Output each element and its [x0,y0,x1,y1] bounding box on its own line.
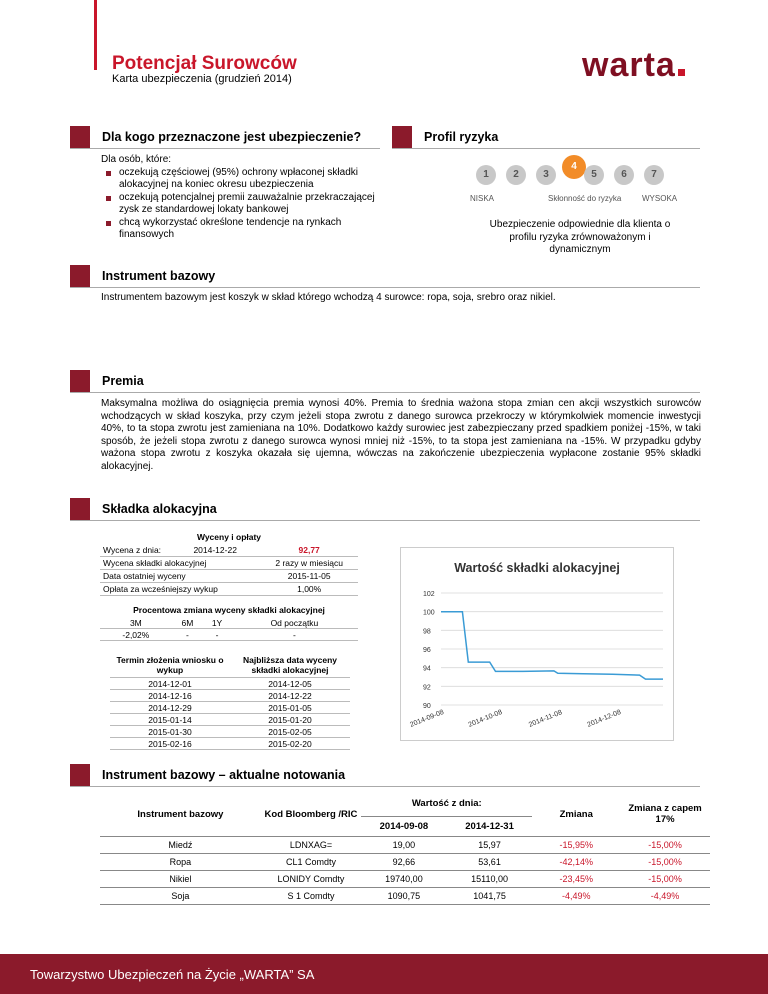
table-row [110,702,350,714]
section-header-profil [392,126,700,149]
cell-v1: 1090,75 [361,888,447,905]
risk-description: Ubezpieczenie odpowiednie dla klienta o profilu ryzyka zrównoważonym i dynamicznym [489,219,671,255]
risk-level: 3 [536,165,556,185]
terminy-cell: 2015-01-30 [110,726,230,738]
wyceny-value: 2015-11-05 [260,570,358,583]
chart-x-tick-label: 2014-09-08 [409,708,445,729]
terminy-cell: 2014-12-01 [110,678,230,690]
table-row [110,714,350,726]
logo-dot [678,69,685,76]
chart-grid [441,593,663,705]
cell-cap: -4,49% [620,888,710,905]
risk-level-active: 4 [562,155,586,179]
cell-code: CL1 Comdty [261,854,361,871]
cell-v1: 92,66 [361,854,447,871]
terminy-table [110,653,350,750]
cell-v1: 19740,00 [361,871,447,888]
chart-title: Wartość składki alokacyjnej [454,561,620,575]
wyceny-label: Data ostatniej wyceny [100,570,260,583]
page-subtitle: Karta ubezpieczenia (grudzień 2014) [112,73,292,85]
section-marker [70,764,90,786]
footer [0,954,768,994]
section-marker [70,370,90,392]
wyceny-value: 1,00% [260,583,358,596]
risk-level: 2 [506,165,526,185]
cell-cap: -15,00% [620,837,710,854]
risk-level: 6 [614,165,634,185]
wyceny-value-highlight: 92,77 [260,544,358,557]
cell-v2: 15,97 [447,837,533,854]
cell-code: S 1 Comdty [261,888,361,905]
cell-v2: 1041,75 [447,888,533,905]
section-title: Instrument bazowy – aktualne notowania [102,768,346,782]
zmiana-header: 1Y [203,617,231,629]
chart-y-tick-label: 90 [423,703,431,710]
terminy-cell: 2015-01-05 [230,702,350,714]
terminy-cell: 2015-02-20 [230,738,350,750]
chart-x-tick-label: 2014-12-08 [586,708,623,729]
cell-change: -4,49% [532,888,620,905]
list-item: chcą wykorzystać określone tendencje na rynkach finansowych [119,217,381,242]
chart-y-tick-label: 94 [423,665,431,673]
table-row [110,726,350,738]
cell-name: Miedź [100,837,261,854]
table-row [100,570,358,583]
cell-code: LDNXAG= [261,837,361,854]
zmiana-value: - [231,629,358,641]
terminy-header-a: Termin złożenia wniosku o wykup [110,653,230,678]
chart-y-tick-label: 102 [423,591,435,598]
cell-name: Nikiel [100,871,261,888]
section-header-dla-kogo [70,126,380,149]
chart-y-axis [423,591,435,710]
table-row [100,854,710,871]
dla-kogo-intro: Dla osób, które: [101,154,172,165]
list-item: oczekują częściowej (95%) ochrony wpłaconej składki alokacyjnej na koniec okresu ubezpieczenia [119,167,381,192]
risk-scale [470,162,700,207]
value-chart [401,548,673,740]
wyceny-value: 2 razy w miesiącu [260,557,358,570]
table-row [110,738,350,750]
wyceny-date: 2014-12-22 [190,544,260,557]
chart-series-line [441,612,663,679]
terminy-cell: 2014-12-16 [110,690,230,702]
col-instrument: Instrument bazowy [100,792,261,837]
col-value: Wartość z dnia: [361,792,532,816]
risk-level: 1 [476,165,496,185]
notowania-table [100,792,710,905]
section-marker [70,126,90,148]
col-code: Kod Bloomberg /RIC [261,792,361,837]
list-item: oczekują potencjalnej premii zauważalnie przekraczającej zysk ze standardowej lokaty bankowej [119,192,381,217]
section-marker [70,498,90,520]
section-header-premia [70,370,700,393]
chart-y-tick-label: 96 [423,647,431,654]
cell-cap: -15,00% [620,871,710,888]
chart-y-tick-label: 100 [423,609,435,617]
section-header-instrument [70,265,700,288]
cell-name: Ropa [100,854,261,871]
cell-change: -15,95% [532,837,620,854]
terminy-cell: 2015-01-20 [230,714,350,726]
table-row [100,837,710,854]
chart-x-tick-label: 2014-10-08 [467,708,504,729]
cell-v2: 15110,00 [447,871,533,888]
terminy-cell: 2015-02-16 [110,738,230,750]
terminy-cell: 2014-12-05 [230,678,350,690]
table-row [100,557,358,570]
table-row [110,653,350,678]
dla-kogo-list [101,167,381,242]
zmiana-value: - [172,629,203,641]
table-row [110,678,350,690]
section-title: Dla kogo przeznaczone jest ubezpieczenie? [102,130,362,144]
table-row [100,617,358,629]
premia-text: Maksymalna możliwa do osiągnięcia premia wynosi 40%. Premia to średnia ważona stopa zmian cen akcji wszystkich surowców wchodzących w skład koszyka, przy czym jeżeli stopa zwrotu z danego surowca przekroczy w którymkolwiek momencie inwestycji 40%, to ta stopa zwrotu jest zamieniana na 10%. Dodatkowo każdy surowiec jest zabezpieczany przed spadkiem poniżej -15%, w taki sposób, że jeżeli stopa zwrotu z danego surowca wynosi mniej niż -15%, to ta stopa jest zamieniana na -15%. W przypadku gdyby ważona stopa zwrotu z koszyka okazała się ujemna, wówczas na zakończenie ubezpieczenia wypłacone zostanie 95% składki alokacyjnej. [101,398,701,472]
risk-low-label: NISKA [470,194,495,203]
zmiana-header: 6M [172,617,203,629]
header-accent-bar [94,0,97,70]
table-row [100,888,710,905]
wyceny-table [100,544,358,596]
cell-code: LONIDY Comdty [261,871,361,888]
col-date1: 2014-09-08 [361,816,447,836]
table-row [100,583,358,596]
chart-y-tick-label: 98 [423,628,431,636]
warta-logo [582,46,685,85]
wyceny-title: Wyceny i opłaty [196,532,262,542]
terminy-cell: 2015-02-05 [230,726,350,738]
terminy-cell: 2014-12-29 [110,702,230,714]
col-change: Zmiana [532,792,620,837]
table-row [100,629,358,641]
zmiana-value: -2,02% [100,629,172,641]
chart-container [400,547,674,741]
section-title: Instrument bazowy [102,269,216,283]
zmiana-header: Od początku [231,617,358,629]
section-marker [392,126,412,148]
table-row [100,544,358,557]
section-marker [70,265,90,287]
section-header-skladka [70,498,700,521]
section-header-notowania [70,764,700,787]
dla-kogo-content [101,154,381,242]
section-title: Składka alokacyjna [102,502,217,516]
risk-high-label: WYSOKA [642,194,678,203]
zmiana-header: 3M [100,617,172,629]
col-cap: Zmiana z capem 17% [620,792,710,837]
cell-v2: 53,61 [447,854,533,871]
cell-change: -42,14% [532,854,620,871]
table-row [110,690,350,702]
table-row [100,871,710,888]
section-title: Premia [102,374,144,388]
zmiana-table [100,617,358,641]
cell-v1: 19,00 [361,837,447,854]
terminy-cell: 2014-12-22 [230,690,350,702]
cell-name: Soja [100,888,261,905]
chart-x-tick-label: 2014-11-08 [527,709,564,729]
chart-y-tick-label: 92 [423,684,431,692]
logo-text: warta [582,46,676,84]
section-title: Profil ryzyka [424,130,499,144]
wyceny-label: Wycena składki alokacyjnej [100,557,260,570]
cell-cap: -15,00% [620,854,710,871]
col-date2: 2014-12-31 [447,816,533,836]
table-row [100,792,710,816]
risk-level: 7 [644,165,664,185]
risk-mid-label: Skłonność do ryzyka [548,194,622,203]
page-title: Potencjał Surowców [112,53,297,74]
zmiana-value: - [203,629,231,641]
cell-change: -23,45% [532,871,620,888]
wyceny-label: Wycena z dnia: [100,544,190,557]
risk-level: 5 [584,165,604,185]
footer-text: Towarzystwo Ubezpieczeń na Życie „WARTA” SA [30,967,315,982]
chart-x-axis [409,709,622,729]
terminy-cell: 2015-01-14 [110,714,230,726]
instrument-text: Instrumentem bazowym jest koszyk w skład którego wchodzą 4 surowce: ropa, soja, srebro oraz nikiel. [101,292,556,303]
terminy-header-b: Najbliższa data wyceny składki alokacyjnej [230,653,350,678]
zmiana-title: Procentowa zmiana wyceny składki alokacyjnej [133,605,325,615]
wyceny-label: Opłata za wcześniejszy wykup [100,583,260,596]
